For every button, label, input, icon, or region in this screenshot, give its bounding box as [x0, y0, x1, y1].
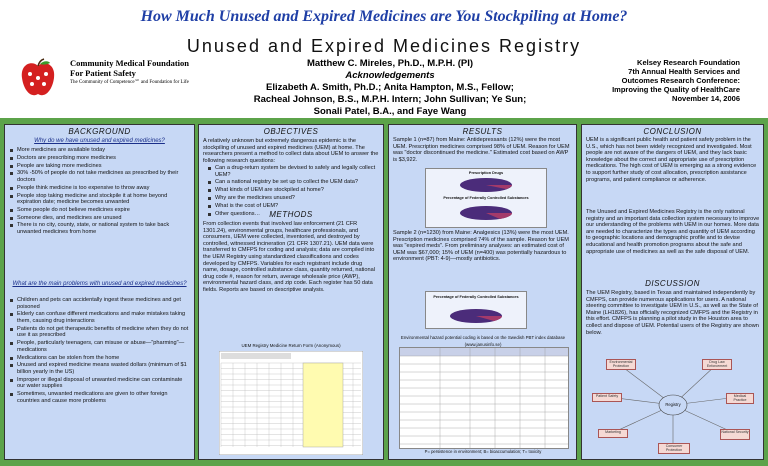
background-question-2: What are the main problems with unused and expired medicines?: [12, 281, 187, 287]
background-list-2-item: Sometimes, unwanted medications are given to other foreign countries and cause more problems: [9, 391, 190, 404]
apple-logo-icon: [18, 58, 58, 100]
hazard-table-caption: Environmental hazard potential coding is based on the Swedish PBT index database (www.janusinfo.se): [400, 335, 566, 347]
background-heading: BACKGROUND: [68, 127, 131, 136]
conference-block: [580, 58, 740, 103]
background-list-2: [9, 297, 190, 405]
background-list-2-item: Patients do not get therapeutic benefits of medicine when they do not use it as prescribed: [9, 326, 190, 339]
conclusion-paragraph-2: The Unused and Expired Medicines Registry is the only national registry and an important data collection system necessary to improve our understanding of the problems with UEM in our homes. More data are needed to characterize the types and quantity of UEM according to geographic locations and demographic profile and to devise educational and health promotion programs about the safe and appropriate use of medicines as well as the safe disposal of UEM.: [586, 209, 760, 255]
poster-main-title: How Much Unused and Expired Medicines are You Stockpiling at Home?: [140, 8, 628, 25]
conclusion-paragraph-1: UEM is a significant public health and patient safety problem in the U.S., which has not been widely recognized and investigated. Most people are not aware of the dangers of UEM, and they lack basic knowledge about the correct and appropriate use of prescription medications. The high cost of UEM is emerging as a strong evidence to support further study of cost allocation, prescription assistance programs, and patient compliance or adherence.: [586, 137, 757, 183]
chart2-pie: [446, 306, 506, 326]
objectives-list-item: Why are the medicines unused?: [207, 195, 379, 202]
background-list-1-item: People stop taking medicine and stockpile it at home beyond expiration date; medicine becomes unwanted: [9, 193, 190, 206]
objectives-heading: OBJECTIVES: [263, 127, 319, 136]
registry-center-label: Registry: [665, 402, 681, 407]
node-national-security: National Security: [720, 429, 750, 440]
org-motto: The Community of Competence℠ and Foundation for Life: [70, 80, 189, 85]
background-panel: [4, 124, 195, 460]
background-list-1-item: More medicines are available today: [9, 147, 190, 154]
results-panel: [388, 124, 577, 460]
background-list-1-item: There is no city, county, state, or national system to take back unwanted medicines from home: [9, 222, 190, 235]
background-list-2-item: Unused and expired medicine means wasted dollars (minimum of $1 billion yearly in the US): [9, 362, 190, 375]
background-list-1-item: Some people do not believe medicines expire: [9, 207, 190, 214]
return-form-image: [219, 351, 363, 455]
conference-date: November 14, 2006: [672, 94, 740, 103]
chart2-title: Percentage of Federally Controlled Substances: [433, 295, 519, 299]
background-list-2-item: Children and pets can accidentally ingest these medicines and get poisoned: [9, 297, 190, 310]
authors-block: [240, 58, 540, 118]
chart1-subtitle: Percentage of Federally Controlled Substances: [443, 196, 529, 200]
registry-users-diagram: [590, 355, 756, 455]
discussion-text: The UEM Registry, based in Texas and maintained independently by CMFPS, can provide numerous applications for users. A national steering committee to investigate UEM in U.S., as well as the State of Maine (LH1826), has officially recognized CMFPS and the Registry in this effort. CMFPS is planning a pilot study in the Houston area to collect and dispose of UEM. Potential users of the Registry are shown below.: [586, 290, 759, 336]
results-heading: RESULTS: [462, 127, 503, 136]
conference-line-4: Improving the Quality of HealthCare: [612, 85, 740, 94]
ack-line-1: Elizabeth A. Smith, Ph.D.; Anita Hampton, M.S., Fellow;: [266, 82, 514, 93]
objectives-methods-panel: [198, 124, 384, 460]
chart1-pie-top: [456, 175, 516, 195]
background-list-2-item: Medications can be stolen from the home: [9, 355, 190, 362]
conference-line-2: 7th Annual Health Services and: [628, 67, 740, 76]
node-marketing: Marketing: [598, 429, 628, 438]
conclusion-heading: CONCLUSION: [643, 127, 702, 136]
objectives-list-item: What kinds of UEM are stockpiled at home?: [207, 187, 379, 194]
org-tagline: For Patient Safety: [70, 68, 136, 78]
objectives-intro: A relatively unknown but extremely dangerous epidemic is the stockpiling of unused and expired medicines (UEM) at home. The researchers present a method to collect data about UEM to answer the following research questions:: [203, 138, 379, 164]
conference-line-1: Kelsey Research Foundation: [637, 58, 740, 67]
chart1-pie-bottom: [456, 203, 516, 223]
node-environmental-protection: Environmental Protection: [606, 359, 636, 370]
node-drug-law-enforcement: Drug Law Enforcement: [702, 359, 732, 370]
hazard-table-footer: P= persistence in environment; B= bioaccumulation; T= toxicity: [424, 449, 542, 454]
objectives-list-item: What is the cost of UEM?: [207, 203, 379, 210]
objectives-list-item: Other questions…: [207, 211, 379, 218]
controlled-substances-chart: [425, 291, 527, 329]
return-form-title: UEM Registry Medicine Return Form (Anonymous): [241, 343, 341, 348]
background-list-2-item: Improper or illegal disposal of unwanted medicine can contaminate our water supplies: [9, 377, 190, 390]
objectives-list-item: Can a national registry be set up to collect the UEM data?: [207, 179, 379, 186]
background-list-1-item: People are taking more medicines: [9, 163, 190, 170]
results-sample-2: Sample 2 (n=1230) from Maine: Analgesics (13%) were the most UEM. Prescription medicines comprised 74% of the sample. Reason for UEM was "expired meds". From preliminary analyses: an estimated cost of UEM was $67,000; 15% of UEM (n=400) was potentially hazardous to environment (PBT: 4-9)—mostly antibiotics.: [393, 230, 569, 263]
background-list-2-item: Elderly can confuse different medications and make mistakes taking them, causing drug interactions: [9, 311, 190, 324]
background-list-1-item: 30% -50% of people do not take medicines as prescribed by their doctors: [9, 170, 190, 183]
background-list-1-item: Someone dies, and medicines are unused: [9, 215, 190, 222]
ack-line-3: Sonali Patel, B.A., and Faye Wang: [313, 106, 467, 117]
acknowledgements-label: Acknowledgements: [345, 70, 435, 81]
background-list-1: [9, 147, 190, 237]
node-patient-safety: Patient Safety: [592, 393, 622, 402]
background-list-1-item: Doctors are prescribing more medicines: [9, 155, 190, 162]
background-question-1: Why do we have unused and expired medicines?: [34, 138, 165, 144]
results-sample-1: Sample 1 (n=87) from Maine: Antidepressants (12%) were the most UEM. Prescription medicines comprised 98% of UEM. Reason for UEM was "doctor discontinued the medicine." Estimated cost based on AWP is $3,922.: [393, 137, 570, 163]
chart1-title: Prescription Drugs: [468, 171, 504, 175]
methods-heading: METHODS: [269, 210, 313, 219]
hazard-table-grid: [400, 348, 568, 448]
conference-line-3: Outcomes Research Conference:: [621, 76, 740, 85]
org-name: Community Medical Foundation: [70, 58, 190, 68]
discussion-heading: DISCUSSION: [645, 279, 700, 288]
prescription-drugs-chart: [425, 168, 547, 228]
background-list-1-item: People think medicine is too expensive to throw away: [9, 185, 190, 192]
ack-line-2: Racheal Johnson, B.S., M.P.H. Intern; John Sullivan; Ye Sun;: [253, 94, 527, 105]
background-list-2-item: People, particularly teenagers, can misuse or abuse—"pharming"—medications: [9, 340, 190, 353]
poster-subtitle: Unused and Expired Medicines Registry: [186, 36, 582, 56]
objectives-list-item: Can a drug-return system be devised to safely and legally collect UEM?: [207, 165, 379, 178]
node-medical-practice: Medical Practice: [726, 393, 754, 404]
hazard-table: [399, 347, 569, 449]
conclusion-panel: [581, 124, 764, 460]
methods-text: From collection events that involved law enforcement (21 CFR 1301.24), environmental groups, healthcare professionals, and consumers, UEM were collected, inventoried, and destroyed by controlled, witnessed incineration (21 CFR 1307.21). UEM data were transferred to CMFPS for coding and analysis; data are compiled into the UEM Registry using standardized classifications and codes developed by CMFPS. Variables for each registrant include drug name, dosage, controlled substance class, quantity returned, national drug code #, reason for return, average wholesale price (AWP), environmental hazard class, and zip code. Each register has 50 data fields. Reports are based on descriptive analysis.: [203, 221, 375, 293]
principal-investigator: Matthew C. Mireles, Ph.D., M.P.H. (PI): [306, 58, 474, 69]
node-consumer-protection: Consumer Protection: [658, 443, 690, 454]
